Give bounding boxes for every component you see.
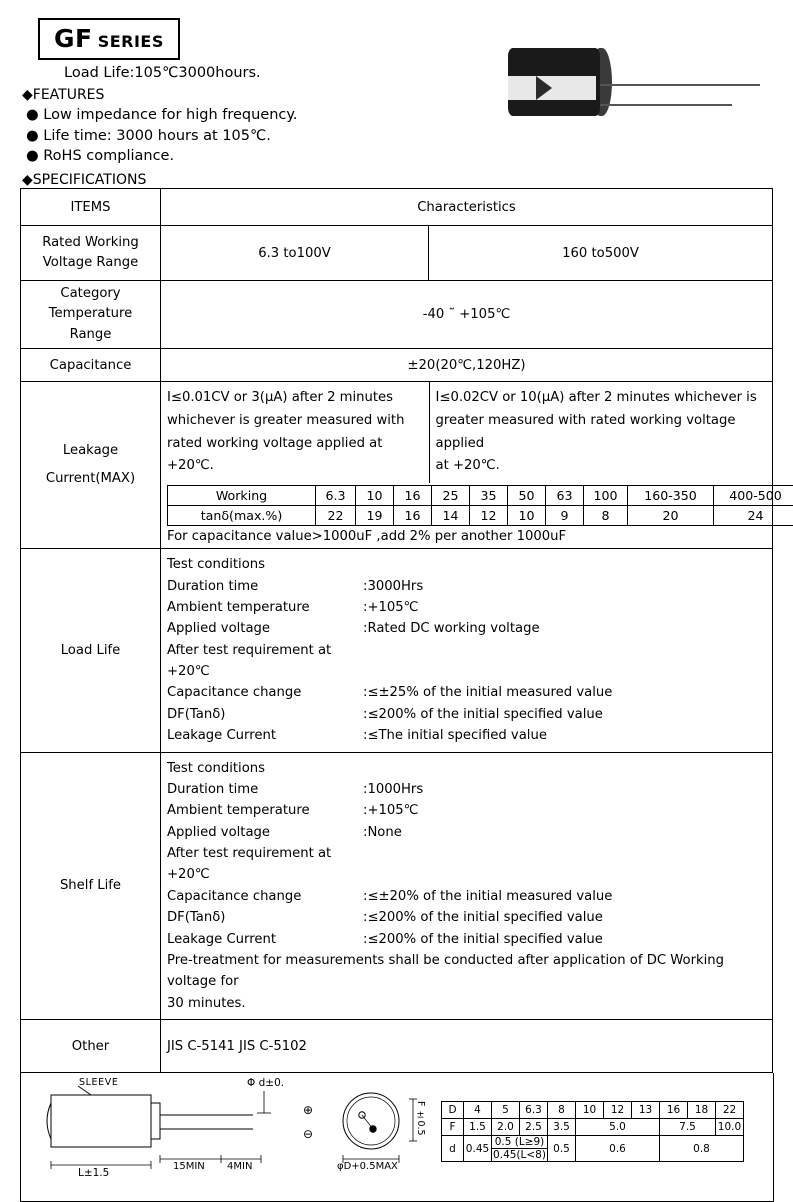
leakage-content	[161, 382, 773, 549]
load-life-key: Duration time	[167, 576, 363, 597]
load-life-line	[167, 597, 766, 618]
rated-voltage-high: 160 to500V	[429, 226, 773, 281]
leakage-label-line2: Current(MAX)	[27, 469, 154, 489]
load-life-label: Load Life	[21, 549, 161, 752]
plus-terminal-icon: ⊕	[303, 1103, 313, 1117]
dim-cell: 18	[688, 1102, 716, 1119]
feature-item: ● RoHS compliance.	[26, 146, 773, 167]
shelf-life-key: Capacitance change	[167, 886, 363, 907]
load-life-key: Ambient temperature	[167, 597, 363, 618]
dim-cell: 7.5	[660, 1119, 716, 1136]
items-header: ITEMS	[21, 189, 161, 226]
specifications-table	[20, 188, 773, 1073]
table-row	[442, 1119, 744, 1136]
shelf-life-line	[167, 907, 766, 928]
leakage-left-line2: whichever is greater measured with	[167, 410, 423, 433]
shelf-life-line	[167, 843, 766, 886]
dim-cell: 5	[492, 1102, 520, 1119]
tan-delta-value: 22	[316, 506, 356, 526]
shelf-life-key: Duration time	[167, 779, 363, 800]
dim-cell: 2.0	[492, 1119, 520, 1136]
leakage-right-text	[429, 382, 773, 483]
load-life-key: DF(Tanδ)	[167, 704, 363, 725]
rated-voltage-label-line2: Voltage Range	[27, 253, 154, 273]
shelf-life-key: Ambient temperature	[167, 800, 363, 821]
tan-delta-value: 19	[356, 506, 394, 526]
load-life-line	[167, 682, 766, 703]
tan-delta-value: 16	[394, 506, 432, 526]
tan-delta-value: 9	[546, 506, 584, 526]
dim-cell: 0.8	[660, 1136, 744, 1162]
tan-delta-wrapper	[161, 483, 773, 526]
shelf-life-key: DF(Tanδ)	[167, 907, 363, 928]
feature-item: ● Life time: 3000 hours at 105℃.	[26, 126, 773, 147]
shelf-life-value: :≤±20% of the initial measured value	[363, 886, 612, 907]
f-label: F ±0.5	[415, 1101, 426, 1136]
dim-cell: 0.45	[464, 1136, 492, 1162]
tan-working-value: 10	[356, 486, 394, 506]
tan-working-value: 35	[470, 486, 508, 506]
load-life-line	[167, 725, 766, 746]
leakage-right-line1: I≤0.02CV or 10(μA) after 2 minutes whichever is	[436, 387, 768, 410]
tan-working-value: 400-500	[714, 486, 793, 506]
series-code: GF	[54, 24, 93, 53]
tan-working-value: 63	[546, 486, 584, 506]
page-header	[20, 18, 773, 188]
dim-cell: 8	[548, 1102, 576, 1119]
specifications-title: ◆SPECIFICATIONS	[22, 172, 773, 188]
shelf-life-key: Leakage Current	[167, 929, 363, 950]
shelf-life-label: Shelf Life	[21, 752, 161, 1020]
shelf-life-note-line1: Pre-treatment for measurements shall be conducted after application of DC Working voltage for	[167, 950, 766, 993]
table-row	[21, 1020, 773, 1073]
dimension-drawing	[20, 1073, 774, 1202]
shelf-life-line	[167, 886, 766, 907]
tan-delta-value: 8	[584, 506, 628, 526]
tan-working-value: 16	[394, 486, 432, 506]
min4-label: 4MIN	[227, 1161, 252, 1172]
load-life-key: Applied voltage	[167, 618, 363, 639]
tan-delta-label: tanδ(max.%)	[168, 506, 316, 526]
dim-cell: 0.5	[548, 1136, 576, 1162]
table-row	[442, 1102, 744, 1119]
category-label-line1: Category	[27, 284, 154, 304]
leakage-note: For capacitance value>1000uF ,add 2% per another 1000uF	[161, 526, 773, 548]
dim-row-label: F	[442, 1119, 464, 1136]
dim-cell: 22	[716, 1102, 744, 1119]
dim-cell: 2.5	[520, 1119, 548, 1136]
tan-working-label: Working	[168, 486, 316, 506]
tan-delta-value: 12	[470, 506, 508, 526]
dim-cell: 1.5	[464, 1119, 492, 1136]
load-life-value: :≤±25% of the initial measured value	[363, 682, 612, 703]
shelf-life-content	[161, 752, 773, 1020]
capacitor-lead-1	[600, 84, 760, 86]
dim-cell: 16	[660, 1102, 688, 1119]
rated-voltage-label	[21, 226, 161, 281]
tan-delta-value: 20	[628, 506, 714, 526]
shelf-life-line	[167, 779, 766, 800]
capacitance-label: Capacitance	[21, 349, 161, 382]
feature-item: ● Low impedance for high frequency.	[26, 105, 773, 126]
leakage-label-line1: Leakage	[27, 441, 154, 461]
tan-delta-value: 14	[432, 506, 470, 526]
shelf-life-line	[167, 758, 766, 779]
load-life-line	[167, 576, 766, 597]
leakage-right-line2: greater measured with rated working voltage applied	[436, 410, 768, 455]
leakage-left-line1: I≤0.01CV or 3(μA) after 2 minutes	[167, 387, 423, 410]
dim-cell: 6.3	[520, 1102, 548, 1119]
capacitor-arrow-icon	[536, 76, 552, 100]
series-word: SERIES	[98, 32, 164, 51]
dim-cell-sub: 0.45(L<8)	[492, 1149, 547, 1161]
tan-working-value: 25	[432, 486, 470, 506]
shelf-life-key: Applied voltage	[167, 822, 363, 843]
table-row	[21, 226, 773, 281]
tan-delta-value: 10	[508, 506, 546, 526]
tan-working-value: 50	[508, 486, 546, 506]
table-row	[21, 281, 773, 349]
load-life-line	[167, 554, 766, 575]
rated-voltage-label-line1: Rated Working	[27, 233, 154, 253]
shelf-life-value: :≤200% of the initial specified value	[363, 907, 603, 928]
load-life-value: :≤200% of the initial specified value	[363, 704, 603, 725]
leakage-label	[21, 382, 161, 549]
table-row	[21, 349, 773, 382]
category-temp-value: -40 ˜ +105℃	[161, 281, 773, 349]
dim-cell-sub: 0.5 (L≥9)	[492, 1136, 547, 1149]
dim-cell: 10.0	[716, 1119, 744, 1136]
tan-working-value: 6.3	[316, 486, 356, 506]
load-life-key: Capacitance change	[167, 682, 363, 703]
tan-working-value: 160-350	[628, 486, 714, 506]
length-label: L±1.5	[78, 1167, 109, 1179]
table-row	[21, 752, 773, 1020]
leakage-left-text	[161, 382, 429, 483]
load-life-value: :3000Hrs	[363, 576, 423, 597]
dim-cell: 10	[576, 1102, 604, 1119]
dim-cell: 3.5	[548, 1119, 576, 1136]
shelf-life-value: :1000Hrs	[363, 779, 423, 800]
capacitor-lead-2	[600, 104, 732, 106]
dim-cell: 4	[464, 1102, 492, 1119]
series-badge	[38, 18, 180, 60]
load-life-line	[167, 704, 766, 725]
capacitor-illustration	[490, 30, 790, 140]
table-row	[168, 506, 793, 526]
load-life-content	[161, 549, 773, 752]
shelf-life-line	[167, 822, 766, 843]
tan-working-value: 100	[584, 486, 628, 506]
dim-cell: 12	[604, 1102, 632, 1119]
load-life-value: :Rated DC working voltage	[363, 618, 540, 639]
load-life-key: Leakage Current	[167, 725, 363, 746]
load-life-key: Test conditions	[167, 554, 363, 575]
table-row	[21, 382, 773, 549]
tan-delta-table	[167, 485, 793, 526]
dimension-table	[441, 1101, 744, 1162]
minus-terminal-icon: ⊖	[303, 1127, 313, 1141]
category-temp-label	[21, 281, 161, 349]
other-label: Other	[21, 1020, 161, 1073]
features-title: ◆FEATURES	[22, 87, 773, 103]
dim-cell: 0.6	[576, 1136, 660, 1162]
shelf-life-value: :≤200% of the initial specified value	[363, 929, 603, 950]
dim-row-label: D	[442, 1102, 464, 1119]
min15-label: 15MIN	[173, 1161, 205, 1172]
phi-d-label: Φ d±0.	[247, 1077, 284, 1089]
load-life-key: After test requirement at +20℃	[167, 640, 363, 683]
load-life-line	[167, 640, 766, 683]
table-row	[21, 549, 773, 752]
shelf-life-key: After test requirement at +20℃	[167, 843, 363, 886]
table-row	[442, 1136, 744, 1162]
load-life-headline: Load Life:105℃3000hours.	[64, 65, 773, 81]
load-life-line	[167, 618, 766, 639]
shelf-life-value: :+105℃	[363, 800, 418, 821]
dim-row-label: d	[442, 1136, 464, 1162]
other-value: JIS C-5141 JIS C-5102	[161, 1020, 773, 1073]
capacitance-value: ±20(20℃,120HZ)	[161, 349, 773, 382]
dim-cell: 13	[632, 1102, 660, 1119]
shelf-life-value: :None	[363, 822, 402, 843]
diameter-label: φD+0.5MAX	[337, 1161, 398, 1172]
characteristics-header: Characteristics	[161, 189, 773, 226]
load-life-value: :≤The initial specified value	[363, 725, 547, 746]
shelf-life-key: Test conditions	[167, 758, 363, 779]
leakage-left-line3: rated working voltage applied at +20℃.	[167, 433, 423, 478]
table-row	[168, 486, 793, 506]
shelf-life-line	[167, 800, 766, 821]
capacitor-stripe	[508, 76, 596, 100]
dim-cell: 5.0	[576, 1119, 660, 1136]
table-row	[21, 189, 773, 226]
tan-delta-value: 24	[714, 506, 793, 526]
rated-voltage-low: 6.3 to100V	[161, 226, 429, 281]
category-label-line2: Temperature Range	[27, 304, 154, 345]
leakage-right-line3: at +20℃.	[436, 455, 768, 478]
sleeve-label: SLEEVE	[79, 1077, 118, 1088]
shelf-life-line	[167, 929, 766, 950]
load-life-value: :+105℃	[363, 597, 418, 618]
shelf-life-note-line2: 30 minutes.	[167, 993, 766, 1014]
